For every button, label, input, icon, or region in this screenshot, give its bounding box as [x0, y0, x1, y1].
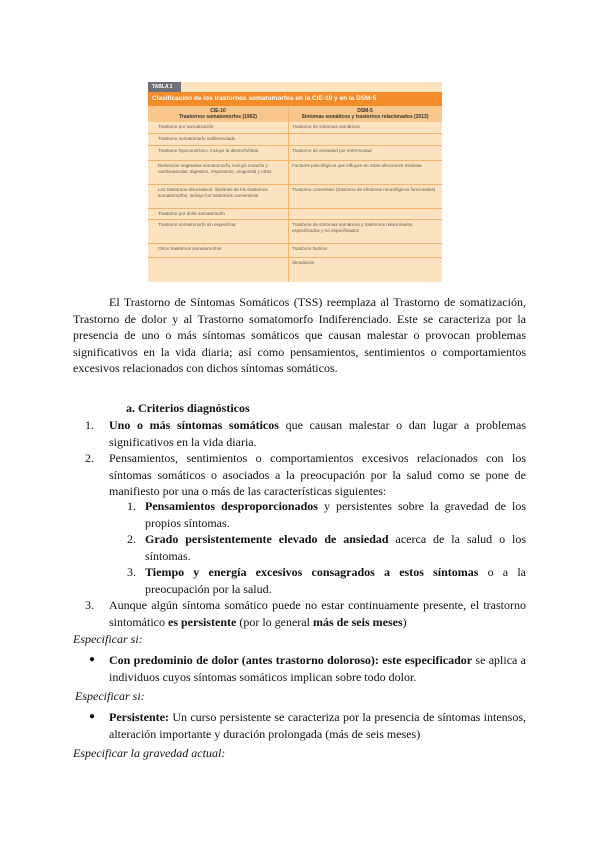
table-row: Trastorno hipocondríaco, incluye la dismorfofobia Trastorno de ansiedad por enfermedad — [148, 146, 442, 161]
specifier-item-pain: Con predominio de dolor (antes trastorno doloroso): este especificador se aplica a individuos cuyos síntomas somáticos implican sobre todo dolor. — [109, 653, 527, 684]
intro-paragraph: El Trastorno de Síntomas Somáticos (TSS) reemplaza al Trastorno de somatización, Trastorno de dolor y al Trastorno somatomorfo Indiferenciado. Este se caracteriza por la presencia de uno o más síntomas somáticos que causan malestar o provocan problemas significativos en la vida diaria; así como pensamientos, sentimientos o comportamientos excesivos relacionados con dichos síntomas somáticos. — [73, 295, 526, 375]
criterion-1: Uno o más síntomas somáticos que causan malestar o dan lugar a problemas significativos en la vida diaria. — [109, 418, 526, 449]
subcriterion-3: Tiempo y energía excesivos consagrados a estos síntomas o a la preocupación por la salud. — [145, 565, 526, 596]
subcriterion-1-number: 1. — [127, 499, 136, 513]
specifier-item-persistent: Persistente: Un curso persistente se caracteriza por la presencia de síntomas intensos, alteración importante y duración prolongada (más de seis meses) — [109, 710, 526, 741]
specifier-label-1: Especificar si: — [73, 632, 143, 646]
subcriterion-3-number: 3. — [127, 565, 136, 579]
subcriterion-1: Pensamientos desproporcionados y persistentes sobre la gravedad de los propios síntomas. — [145, 499, 526, 530]
classification-table-figure — [148, 82, 442, 282]
criterion-2-number: 2. — [85, 451, 94, 465]
criterion-2: Pensamientos, sentimientos o comportamientos excesivos relacionados con los síntomas somáticos o asociados a la preocupación por la salud como se pone de manifiesto por una o más de las características siguientes: — [109, 451, 526, 498]
criterion-3: Aunque algún síntoma somático puede no estar continuamente presente, el trastorno sintomático es persistente (por lo general más de seis meses) — [109, 598, 526, 629]
table-row: Trastorno somatomorfo sin especificar Trastorno de síntomas somáticos y trastornos relacionados especificados y no especificados — [148, 220, 442, 244]
specifier-label-2: Especificar si: — [75, 689, 145, 703]
bullet-icon: ● — [89, 654, 96, 665]
table-row: Simulación — [292, 260, 315, 265]
bullet-icon: ● — [89, 711, 96, 722]
table-title: Clasificación de los trastornos somatomorfos en la CIE-10 y en la DSM-5 — [148, 92, 442, 106]
subcriterion-2-number: 2. — [127, 532, 136, 546]
table-body — [148, 122, 442, 272]
severity-label: Especificar la gravedad actual: — [73, 746, 226, 760]
criterion-3-number: 3. — [85, 598, 94, 612]
section-heading: a. Criterios diagnósticos — [126, 401, 250, 415]
table-row: Trastorno somatomorfo indiferenciado — [148, 134, 442, 146]
table-header — [148, 106, 442, 122]
table-tag: TABLA 1 — [148, 82, 181, 92]
table-row: Disfunción vegetativa somatomorfa, incluye corazón y cardiovascular, digestivo, respiratorio, urogenital y otras Factores psicológicos que influyen en otras afecciones médicas — [148, 161, 442, 185]
table-row: Otros trastornos somatomorfos Trastorno facticio — [148, 244, 442, 258]
subcriterion-2: Grado persistentemente elevado de ansiedad acerca de la salud o los síntomas. — [145, 532, 526, 563]
criterion-1-number: 1. — [85, 418, 94, 432]
header-cie10: CIE-10 Trastornos somatomorfos (1992) — [179, 108, 257, 120]
table-row: Trastorno por somatización Trastorno de síntomas somáticos — [148, 122, 442, 134]
table-row: Los trastornos disociativos: ilusiones de los trastornos somatomorfos, incluye los trastornos conversivos Trastorno conversivo (trastorno de síntomas neurológicos funcionales) — [148, 185, 442, 209]
table-row: Trastorno por dolor somatomorfo — [148, 209, 442, 220]
header-dsm5: DSM-5 Síntomas somáticos y trastornos relacionados (2013) — [301, 108, 429, 120]
